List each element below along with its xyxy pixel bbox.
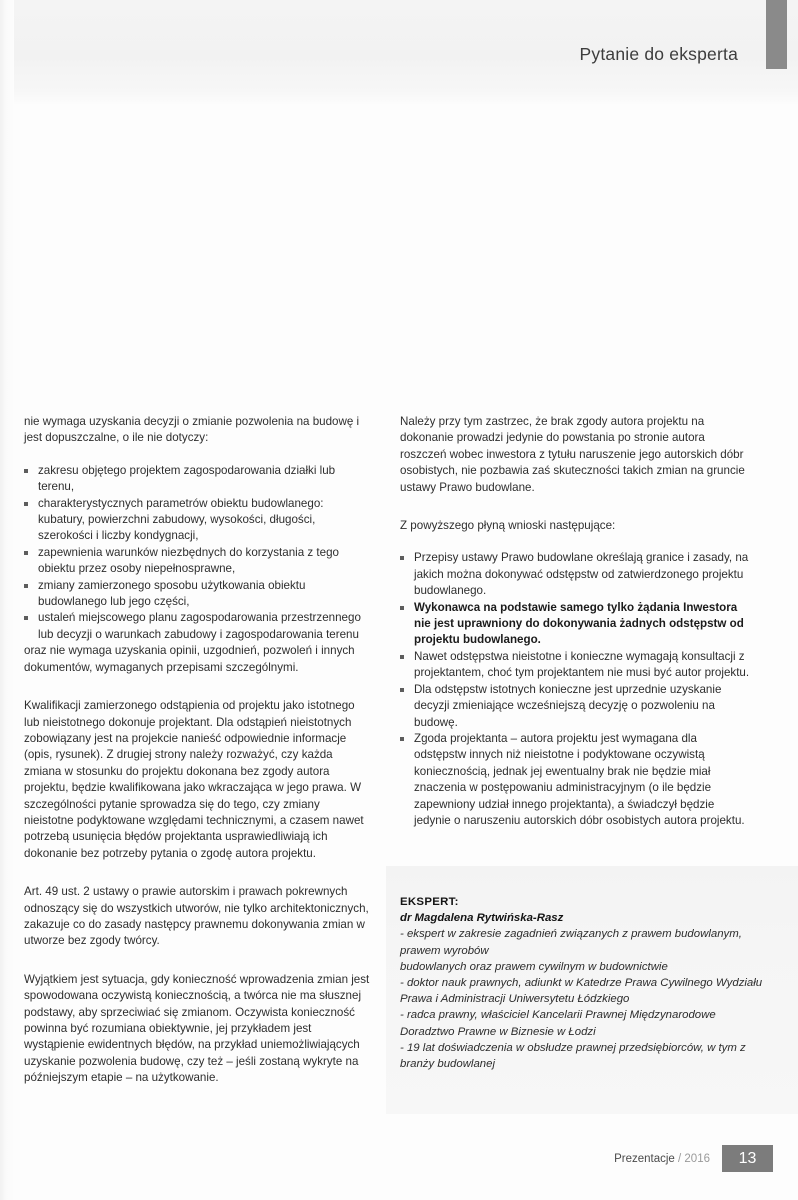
footer-section-name: Prezentacje (614, 1152, 675, 1165)
page-footer (614, 1145, 798, 1172)
list-item: ustaleń miejscowego planu zagospodarowania przestrzennego lub decyzji o warunkach zabudowy i zagospodarowania terenu (24, 610, 372, 643)
list-item: Przepisy ustawy Prawo budowlane określają granice i zasady, na jakich można dokonywać odstępstw od zatwierdzonego projektu budowlanego. (400, 550, 752, 599)
spacer (400, 534, 752, 550)
spacer (24, 676, 372, 698)
left-text-column (24, 414, 372, 1087)
left-paragraph-2: Kwalifikacji zamierzonego odstąpienia od projektu jako istotnego lub nieistotnego dokonuje projektant. Dla odstąpień nieistotnych zobowiązany jest na projekcie nanieść odpowiednie informacje (opis, rysunek). Z drugiej strony należy rozważyć, czy każda zmiana w stosunku do projektu dokonana bez zgody autora projektu, będzie kwalifikowana jako wkraczająca w jego prawa. W szczególności pytanie sprowadza się do tego, czy zmiany nieistotne podyktowane względami technicznymi, a czasem nawet potrzebą usunięcia błędów projektanta usprawiedliwiają ich dokonanie bez potrzeby pytania o zgodę autora projektu. (24, 699, 364, 860)
left-paragraph-3: Art. 49 ust. 2 ustawy o prawie autorskim i prawach pokrewnych odnoszący się do wszystkich utworów, nie tylko architektonicznych, zakazuje co do zasady następcy prawnemu dokonywania zmian w utworze bez zgody twórcy. (24, 885, 369, 948)
list-item: zmiany zamierzonego sposobu użytkowania obiektu budowlanego lub jego części, (24, 578, 372, 611)
page-header-band (14, 0, 798, 104)
left-bullet-list (24, 463, 372, 643)
page-number-badge: 13 (722, 1145, 773, 1172)
expert-credential-item: budowlanych oraz prawem cywilnym w budownictwie (400, 960, 668, 973)
right-paragraph-1: Należy przy tym zastrzec, że brak zgody autora projektu na dokonanie prowadzi jedynie do powstania po stronie autora roszczeń wobec inwestora z tytułu naruszenie jego autorskich dóbr osobistych, nie pozbawia zaś skuteczności takich zmian na gruncie ustawy Prawo budowlane. (400, 415, 745, 494)
expert-credential-item: - radca prawny, właściciel Kancelarii Prawnej Międzynarodowe Doradztwo Prawne w Biznesie w Łodzi (400, 1009, 716, 1038)
footer-section-label (614, 1153, 722, 1165)
list-item: zakresu objętego projektem zagospodarowania działki lub terenu, (24, 463, 372, 496)
left-paragraph-4: Wyjątkiem jest sytuacja, gdy konieczność wprowadzenia zmian jest spowodowana oczywistą koniecznością, a twórca nie ma słusznej podstawy, aby sprzeciwiać się zmianom. Oczywista konieczność powinna być rozumiana obiektywnie, jej przykładem jest wystąpienie ewidentnych błędów, na przykład uniemożliwiających uzyskanie pozwolenia budowę, czy też – jeśli zostaną wykryte na późniejszym etapie – na użytkowanie. (24, 972, 370, 1085)
left-intro-paragraph: nie wymaga uzyskania decyzji o zmianie pozwolenia na budowę i jest dopuszczalne, o ile nie dotyczy: (24, 415, 360, 445)
spacer (24, 447, 372, 463)
list-item: charakterystycznych parametrów obiektu budowlanego: kubatury, powierzchni zabudowy, wysokości, długości, szerokości i liczby kondygnacji, (24, 496, 372, 545)
list-item: Wykonawca na podstawie samego tylko żądania Inwestora nie jest uprawniony do dokonywania żadnych odstępstw od projektu budowlanego. (400, 600, 752, 649)
spacer (24, 950, 372, 972)
page-header-title: Pytanie do eksperta (579, 44, 738, 64)
right-paragraph-2: Z powyższego płyną wnioski następujące: (400, 519, 616, 533)
list-item: Dla odstępstw istotnych konieczne jest uprzednie uzyskanie decyzji zmieniające wcześniejszą decyzję o pozwoleniu na budowę. (400, 682, 752, 731)
spacer (24, 862, 372, 884)
list-item: zapewnienia warunków niezbędnych do korzystania z tego obiektu przez osoby niepełnosprawne, (24, 545, 372, 578)
list-item: Zgoda projektanta – autora projektu jest wymagana dla odstępstw innych niż nieistotne i podyktowane oczywistą koniecznością, jednak jej ewentualny brak nie będzie miał znaczenia w postępowaniu administracyjnym (o ile będzie zapewniony udział innego projektanta), a świadczył będzie jedynie o naruszeniu autorskich dóbr osobistych autora projektu. (400, 731, 752, 829)
right-text-column (400, 414, 752, 829)
footer-year: 2016 (684, 1152, 710, 1165)
expert-panel-content (400, 894, 772, 1072)
spacer (400, 496, 752, 518)
left-after-bullets-paragraph: oraz nie wymaga uzyskania opinii, uzgodnień, pozwoleń i innych dokumentów, wymaganych przepisami szczególnymi. (24, 644, 355, 674)
expert-name: dr Magdalena Rytwińska-Rasz (400, 912, 564, 925)
footer-spacer (773, 1145, 798, 1172)
expert-credentials (400, 926, 772, 1072)
list-item: Nawet odstępstwa nieistotne i konieczne wymagają konsultacji z projektantem, choć tym projektantem nie musi być autor projektu. (400, 649, 752, 682)
right-bullet-list (400, 550, 752, 829)
expert-credential-item: - doktor nauk prawnych, adiunkt w Katedrze Prawa Cywilnego Wydziału Prawa i Administracji Uniwersytetu Łódzkiego (400, 977, 763, 1006)
expert-credential-item: - 19 lat doświadczenia w obsłudze prawnej przedsiębiorców, w tym z branży budowlanej (400, 1041, 746, 1071)
header-accent-bar (766, 0, 787, 69)
expert-credential-item: - ekspert w zakresie zagadnień związanych z prawem budowlanym, prawem wyrobów (400, 928, 742, 957)
expert-label: EKSPERT: (400, 896, 459, 908)
footer-separator: / (674, 1152, 685, 1165)
expert-info-panel (386, 866, 798, 1114)
